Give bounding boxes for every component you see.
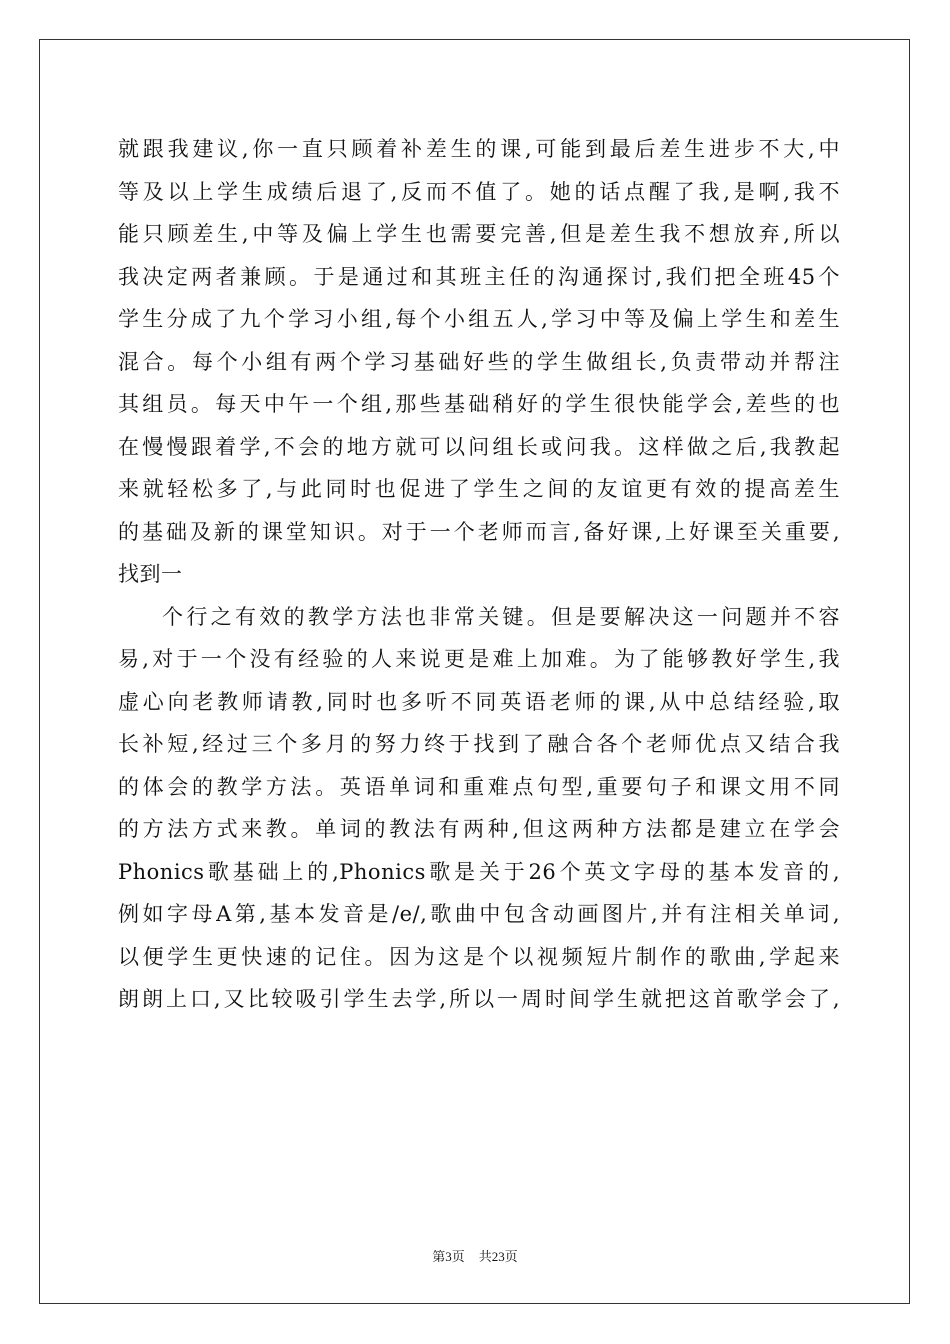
page-total: 共23页 bbox=[478, 1249, 518, 1264]
text-line: 的基础及新的课堂知识。对于一个老师而言,备好课,上好课至关重要, bbox=[118, 519, 840, 544]
text-line: 朗朗上口,又比较吸引学生去学,所以一周时间学生就把这首歌学会了, bbox=[118, 987, 840, 1011]
text-line: 以便学生更快速的记住。因为这是个以视频短片制作的歌曲,学起来 bbox=[118, 944, 840, 969]
text-line: 就跟我建议,你一直只顾着补差生的课,可能到最后差生进步不大,中 bbox=[118, 137, 840, 161]
text-line: 其组员。每天中午一个组,那些基础稍好的学生很快能学会,差些的也 bbox=[118, 392, 840, 416]
text-line: 的体会的教学方法。英语单词和重难点句型,重要句子和课文用不同 bbox=[118, 774, 840, 799]
text-line: 的方法方式来教。单词的教法有两种,但这两种方法都是建立在学会 bbox=[118, 817, 840, 841]
text-line: 长补短,经过三个多月的努力终于找到了融合各个老师优点又结合我 bbox=[118, 732, 840, 756]
text-line: 等及以上学生成绩后退了,反而不值了。她的话点醒了我,是啊,我不 bbox=[118, 179, 840, 204]
text-line: 能只顾差生,中等及偏上学生也需要完善,但是差生我不想放弃,所以 bbox=[118, 222, 840, 246]
text-line: 虚心向老教师请教,同时也多听不同英语老师的课,从中总结经验,取 bbox=[118, 689, 840, 714]
text-line: 例如字母A第,基本发音是/e/,歌曲中包含动画图片,并有注相关单词, bbox=[118, 902, 840, 926]
text-line: Phonics歌基础上的,Phonics歌是关于26个英文字母的基本发音的, bbox=[118, 859, 840, 884]
text-line: 在慢慢跟着学,不会的地方就可以问组长或问我。这样做之后,我教起 bbox=[118, 434, 840, 459]
page-footer bbox=[0, 1246, 950, 1265]
text-line: 混合。每个小组有两个学习基础好些的学生做组长,负责带动并帮注 bbox=[118, 349, 840, 374]
text-line: 易,对于一个没有经验的人来说更是难上加难。为了能够教好学生,我 bbox=[118, 647, 840, 671]
text-line: 来就轻松多了,与此同时也促进了学生之间的友谊更有效的提高差生 bbox=[118, 477, 840, 501]
paragraph-start-line: 个行之有效的教学方法也非常关键。但是要解决这一问题并不容 bbox=[162, 604, 840, 629]
document-body bbox=[118, 128, 840, 1021]
page-number: 第3页 bbox=[432, 1249, 465, 1264]
text-line: 我决定两者兼顾。于是通过和其班主任的沟通探讨,我们把全班45个 bbox=[118, 264, 840, 289]
text-line: 学生分成了九个学习小组,每个小组五人,学习中等及偏上学生和差生 bbox=[118, 307, 840, 331]
text-line: 找到一 bbox=[118, 562, 183, 586]
